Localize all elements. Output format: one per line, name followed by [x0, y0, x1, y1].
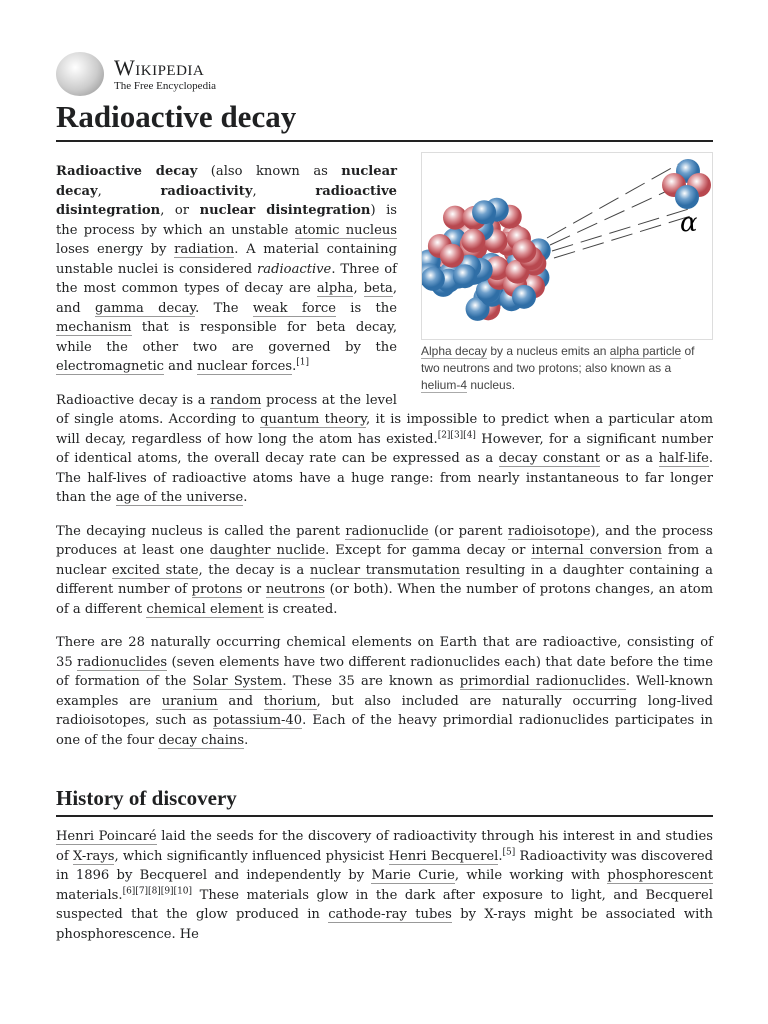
text: and — [217, 693, 264, 709]
wiki-link[interactable]: helium-4 — [421, 378, 468, 392]
citation-link[interactable]: [1] — [296, 357, 310, 368]
wiki-link[interactable]: radionuclides — [77, 654, 168, 670]
text: , it is impossible to predict when a particular atom will decay, regardless of how long the atom has existed. — [56, 412, 714, 447]
alpha-decay-image[interactable] — [421, 152, 713, 340]
section-heading-history: History of discovery — [56, 784, 713, 817]
wiki-link[interactable]: uranium — [161, 693, 218, 709]
paragraph — [56, 633, 713, 750]
text: or — [242, 582, 266, 597]
text: . The half-lives of radioactive atoms have a huge range: from nearly instantaneous to far longer than the — [56, 451, 713, 505]
wiki-link[interactable]: radioisotope — [507, 523, 591, 539]
citation-link[interactable]: [6][7][8][9][10] — [122, 886, 193, 897]
text: laid the seeds for the discovery of radioactivity through his interest in and studies of — [56, 829, 714, 864]
text: . Well-known examples are — [56, 674, 713, 709]
wiki-link[interactable]: decay chains — [158, 732, 245, 748]
text: or as a — [600, 451, 659, 466]
text: loses energy by — [56, 242, 175, 257]
text: . Except for gamma decay or — [325, 543, 532, 558]
text: materials. — [56, 887, 123, 903]
wiki-link[interactable]: radiation — [174, 242, 235, 257]
text: (or parent — [428, 523, 508, 539]
wiki-link[interactable]: weak force — [252, 300, 336, 316]
text: , which significantly influenced physicist — [114, 848, 389, 864]
text: , the decay is a — [198, 562, 310, 578]
wiki-link[interactable]: decay constant — [498, 451, 601, 466]
text: is created. — [263, 601, 338, 617]
wiki-link[interactable]: quantum theory — [260, 412, 366, 427]
wiki-link[interactable]: alpha particle — [609, 344, 682, 358]
bold-term: radioactivity — [160, 183, 253, 199]
wiki-link[interactable]: half-life — [658, 451, 709, 466]
wiki-link[interactable]: protons — [191, 582, 243, 597]
nucleon — [461, 229, 485, 253]
text: by X-rays might be associated with phosphorescence. He — [56, 907, 713, 942]
text: . These 35 are known as — [282, 674, 460, 689]
wiki-link[interactable]: chemical element — [146, 601, 264, 617]
wiki-link[interactable]: radionuclide — [345, 523, 429, 539]
wikipedia-logo[interactable] — [56, 52, 713, 96]
text: , or — [160, 203, 200, 218]
wiki-link[interactable]: gamma decay — [94, 300, 196, 316]
text: . — [244, 732, 249, 748]
wiki-link[interactable]: electromagnetic — [56, 359, 164, 374]
bold-term: nuclear decay — [56, 164, 397, 199]
paragraph — [56, 522, 713, 620]
text: , — [97, 183, 161, 199]
wiki-link[interactable]: nuclear transmutation — [309, 562, 460, 578]
wiki-link[interactable]: Marie Curie — [371, 868, 455, 883]
text: nucleus. — [467, 378, 516, 392]
wiki-link[interactable]: neutrons — [265, 582, 325, 597]
text: and — [164, 359, 197, 374]
figure-alpha-decay — [421, 152, 713, 394]
wiki-link[interactable]: Henri Becquerel — [388, 848, 499, 864]
wiki-link[interactable]: Henri Poincaré — [56, 829, 157, 844]
bold-term: nuclear disintegration — [199, 203, 371, 218]
text: is the — [335, 300, 397, 316]
text: . — [243, 490, 248, 505]
wiki-link[interactable]: excited state — [111, 562, 199, 578]
text: , — [252, 183, 316, 199]
paragraph — [56, 827, 713, 944]
text: , — [353, 281, 364, 296]
figure-caption — [421, 343, 713, 394]
text: These materials glow in the dark after exposure to light, and Becquerel suspected that the glow produced in — [56, 887, 713, 922]
tagline: The Free Encyclopedia — [114, 79, 217, 92]
bold-term: Radioactive decay — [56, 164, 198, 179]
text: . — [498, 848, 503, 864]
text: The decaying nucleus is called the parent — [56, 523, 346, 539]
italic-term: radioactive — [257, 261, 332, 277]
wiki-link[interactable]: phosphorescent — [607, 868, 714, 883]
text: (also known as — [197, 164, 342, 179]
nucleon — [453, 264, 477, 288]
text: . Three of the most common types of decay are — [56, 261, 398, 296]
nucleus-illustration-icon — [422, 153, 712, 339]
page-title: Radioactive decay — [56, 98, 713, 142]
text: of two neutrons and two protons; also known as a — [421, 344, 695, 375]
text: . A material containing unstable nuclei is considered — [56, 242, 397, 277]
wiki-link[interactable]: thorium — [263, 693, 317, 709]
text: There are 28 naturally occurring chemical elements on Earth that are radioactive, consisting of 35 — [56, 635, 713, 670]
text: (or both). When the number of protons changes, an atom of a different — [56, 582, 714, 617]
wiki-link[interactable]: nuclear forces — [196, 359, 293, 374]
text: resulting in a daughter containing a different number of — [56, 562, 713, 597]
wordmark: Wikipedia — [114, 54, 205, 80]
wiki-link[interactable]: daughter nuclide — [209, 543, 326, 558]
nucleon — [512, 239, 536, 263]
nucleon — [422, 267, 445, 291]
wiki-link[interactable]: Alpha decay — [421, 344, 488, 358]
wiki-link[interactable]: primordial radionuclides — [459, 674, 626, 689]
text: . The — [195, 300, 253, 316]
text: . Each of the heavy primordial radionuclides participates in one of the four — [56, 713, 713, 748]
text: , and — [56, 281, 397, 316]
wikipedia-globe-icon — [56, 52, 104, 96]
nucleon — [440, 244, 464, 268]
text: ), and the process produces at least one — [56, 523, 713, 558]
text: Radioactivity was discovered in 1896 by Becquerel and independently by — [56, 848, 713, 883]
wiki-link[interactable]: cathode-ray tubes — [328, 907, 452, 922]
citation-link[interactable]: [2][3][4] — [437, 430, 476, 441]
citation-link[interactable]: [5] — [502, 847, 516, 858]
wiki-link[interactable]: Solar System — [192, 674, 283, 689]
wiki-link[interactable]: X-rays — [72, 848, 115, 864]
text: process at the level of single atoms. According to — [56, 392, 397, 427]
bold-term: radioactive disintegration — [56, 183, 398, 218]
text: (seven elements have two different radionuclides each) that date before the time of formation of the — [56, 654, 714, 689]
nucleon — [512, 285, 536, 309]
text: , while working with — [454, 868, 608, 883]
paragraph — [56, 391, 713, 508]
wiki-link[interactable]: internal conversion — [531, 543, 662, 558]
text: However, for a significant number of identical atoms, the overall decay rate can be expressed as a — [56, 431, 713, 466]
wiki-link[interactable]: mechanism — [56, 320, 132, 335]
wiki-link[interactable]: atomic nucleus — [294, 222, 398, 238]
text: . — [292, 359, 297, 374]
wiki-link[interactable]: age of the universe — [115, 490, 244, 505]
alpha-symbol: α — [680, 208, 698, 238]
text: that is responsible for beta decay, while the other two are governed by the — [56, 320, 397, 355]
nucleon — [472, 200, 496, 224]
wiki-link[interactable]: alpha — [316, 281, 354, 296]
text: Radioactive decay is a — [56, 392, 211, 408]
text: , but also included are naturally occurring long-lived radioisotopes, such as — [56, 693, 713, 728]
history-section — [56, 827, 713, 944]
wiki-link[interactable]: random — [210, 392, 262, 408]
text: from a nuclear — [56, 543, 713, 578]
wiki-link[interactable]: beta — [363, 281, 393, 296]
wiki-link[interactable]: potassium-40 — [213, 713, 303, 728]
text: by a nucleus emits an — [487, 344, 610, 358]
article — [56, 52, 713, 958]
text: ) is the process by which an unstable — [56, 203, 397, 238]
